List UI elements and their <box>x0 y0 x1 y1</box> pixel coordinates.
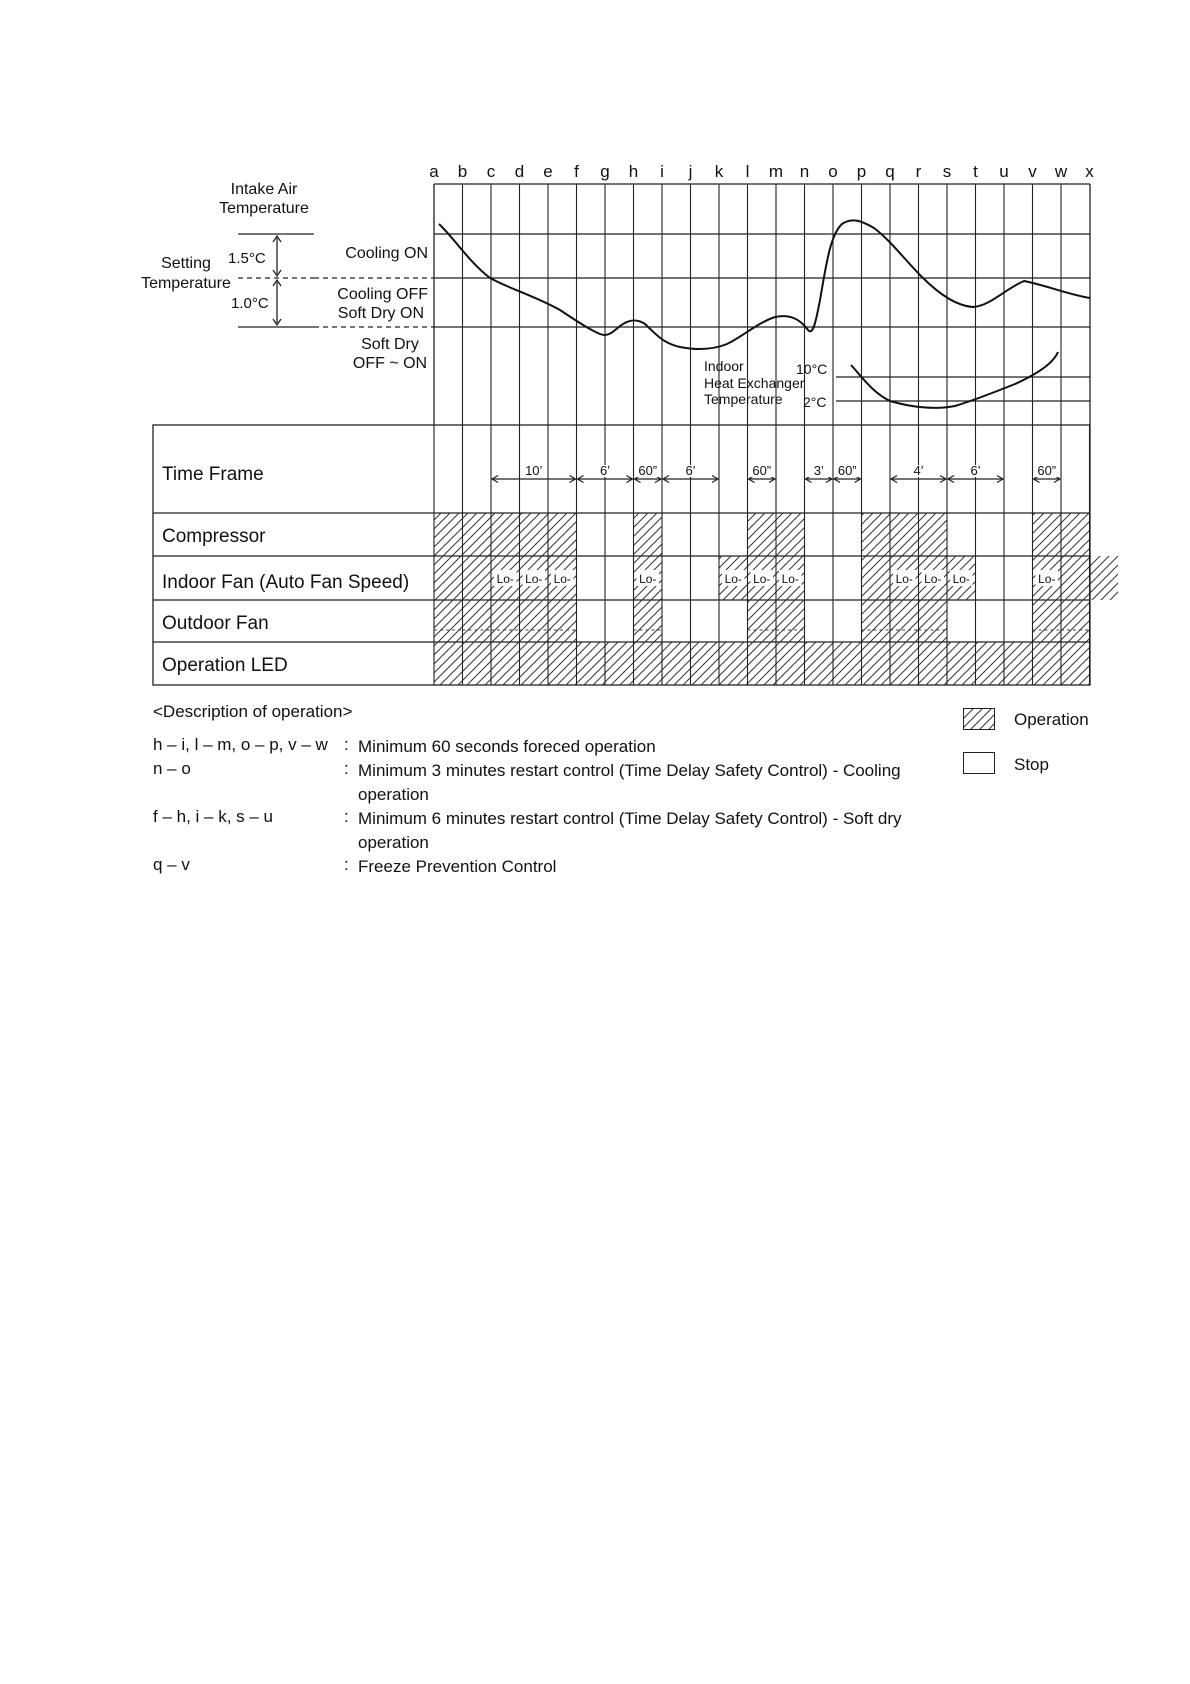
time-frame-duration: 6’ <box>599 463 611 478</box>
outdoor-fan-on-cell <box>434 600 463 642</box>
soft-dry-off-label-line2: OFF ~ ON <box>352 355 428 372</box>
outdoor-fan-on-cell <box>748 600 777 642</box>
compressor-on-cell <box>890 513 919 556</box>
time-frame-duration: 6’ <box>970 463 981 478</box>
time-point-b: b <box>457 162 468 181</box>
operation-led-on-cell <box>862 642 891 685</box>
compressor-on-cell <box>1033 513 1062 556</box>
time-point-a: a <box>429 162 439 181</box>
outdoor-fan-on-cell <box>463 600 492 642</box>
time-frame-duration: 60” <box>1037 463 1057 478</box>
heat-exchanger-label-line1: Indoor <box>704 358 744 374</box>
time-point-g: g <box>600 162 610 181</box>
operation-led-on-cell <box>947 642 976 685</box>
outdoor-fan-on-cell <box>491 600 520 642</box>
time-frame-duration: 60” <box>752 463 772 478</box>
operation-led-on-cell <box>719 642 748 685</box>
lo-speed-label: Lo- <box>496 572 514 586</box>
description-text: Minimum 3 minutes restart control (Time Delay Safety Control) - Cooling operation <box>358 761 901 804</box>
outdoor-fan-label: Outdoor Fan <box>162 613 269 634</box>
legend-operation-swatch <box>963 708 995 730</box>
time-point-j: j <box>688 162 693 181</box>
operation-led-on-cell <box>805 642 834 685</box>
outdoor-fan-on-cell <box>919 600 948 642</box>
time-point-m: m <box>768 162 784 181</box>
soft-dry-on-label: Soft Dry ON <box>337 305 424 322</box>
description-colon: : <box>344 735 349 754</box>
lo-speed-label: Lo- <box>525 572 543 586</box>
intake-air-label-line2: Temperature <box>219 200 309 217</box>
hatch-pattern-icon <box>964 709 995 730</box>
outdoor-fan-on-cell <box>890 600 919 642</box>
operation-led-on-cell <box>833 642 862 685</box>
description-text: Minimum 6 minutes restart control (Time Delay Safety Control) - Soft dry operation <box>358 809 902 852</box>
time-frame-duration: 3’ <box>813 463 824 478</box>
time-point-p: p <box>856 162 867 181</box>
operation-led-on-cell <box>919 642 948 685</box>
description-range: q – v <box>153 855 190 874</box>
compressor-on-cell <box>434 513 463 556</box>
compressor-on-cell <box>520 513 549 556</box>
operation-led-on-cell <box>1033 642 1062 685</box>
time-frame-duration: 60” <box>638 463 658 478</box>
heat-exchanger-label-line3: Temperature <box>704 391 783 407</box>
time-point-k: k <box>714 162 724 181</box>
heat-exchanger-2c-label: 2°C <box>803 394 827 410</box>
operation-led-on-cell <box>662 642 691 685</box>
lo-speed-label: Lo- <box>1038 572 1056 586</box>
outdoor-fan-on-cell <box>1033 600 1062 642</box>
time-point-w: w <box>1054 162 1068 181</box>
lo-speed-label: Lo- <box>724 572 742 586</box>
description-item <box>153 735 913 759</box>
time-frame-duration: 60” <box>837 463 857 478</box>
time-point-t: t <box>973 162 978 181</box>
time-point-d: d <box>514 162 525 181</box>
time-point-v: v <box>1028 162 1037 181</box>
time-point-e: e <box>543 162 553 181</box>
compressor-on-cell <box>776 513 805 556</box>
compressor-on-cell <box>862 513 891 556</box>
setting-temperature-label-line1: Setting <box>161 255 211 272</box>
compressor-on-cell <box>1061 513 1090 556</box>
time-frame-duration: 6’ <box>685 463 696 478</box>
heat-exchanger-temperature-curve <box>851 352 1058 408</box>
compressor-on-cell <box>491 513 520 556</box>
legend-stop-label: Stop <box>1014 755 1049 774</box>
time-point-s: s <box>942 162 952 181</box>
operation-led-on-cell <box>548 642 577 685</box>
description-item <box>153 855 913 879</box>
time-point-o: o <box>828 162 838 181</box>
intake-air-temperature-curve <box>439 220 1090 349</box>
time-point-c: c <box>486 162 496 181</box>
operation-led-on-cell <box>890 642 919 685</box>
description-text: Freeze Prevention Control <box>358 857 557 876</box>
lo-speed-label: Lo- <box>924 572 942 586</box>
intake-air-label-line1: Intake Air <box>230 181 298 198</box>
diff-lower-label: 1.0°C <box>231 295 269 312</box>
time-frame-duration: 10’ <box>525 463 543 478</box>
operation-led-on-cell <box>748 642 777 685</box>
legend-operation-label: Operation <box>1014 710 1089 729</box>
time-point-letters <box>429 162 1094 181</box>
setting-temperature-label-line2: Temperature <box>141 275 231 292</box>
operation-led-on-cell <box>491 642 520 685</box>
description-item <box>153 807 913 852</box>
outdoor-fan-on-cell <box>520 600 549 642</box>
indoor-fan-on-cell <box>434 556 463 600</box>
time-point-r: r <box>915 162 922 181</box>
description-colon: : <box>344 759 349 778</box>
heat-exchanger-label-line2: Heat Exchanger <box>704 375 805 391</box>
outdoor-fan-on-cell <box>776 600 805 642</box>
time-point-n: n <box>799 162 810 181</box>
operation-led-on-cell <box>434 642 463 685</box>
outdoor-fan-on-cell <box>548 600 577 642</box>
description-colon: : <box>344 855 349 874</box>
compressor-on-cell <box>548 513 577 556</box>
description-colon: : <box>344 807 349 826</box>
operation-led-label: Operation LED <box>162 655 288 676</box>
operation-led-on-cell <box>634 642 663 685</box>
operation-led-on-cell <box>776 642 805 685</box>
lo-speed-label: Lo- <box>781 572 799 586</box>
operation-led-on-cell <box>691 642 720 685</box>
time-frame-duration: 4’ <box>913 463 924 478</box>
outdoor-fan-on-cell <box>1061 600 1090 642</box>
indoor-fan-on-cell <box>463 556 492 600</box>
operation-led-on-cell <box>1061 642 1090 685</box>
description-range: h – i, l – m, o – p, v – w <box>153 735 328 754</box>
lo-speed-label: Lo- <box>639 572 657 586</box>
operation-led-on-cell <box>463 642 492 685</box>
legend-stop-swatch <box>963 752 995 774</box>
time-point-q: q <box>885 162 895 181</box>
outdoor-fan-on-cell <box>862 600 891 642</box>
description-text: Minimum 60 seconds foreced operation <box>358 737 656 756</box>
soft-dry-off-label-line1: Soft Dry <box>361 336 419 353</box>
operation-led-on-cell <box>1004 642 1033 685</box>
compressor-on-cell <box>634 513 663 556</box>
description-title: <Description of operation> <box>153 702 353 721</box>
lo-speed-label: Lo- <box>952 572 970 586</box>
time-point-f: f <box>574 162 579 181</box>
compressor-on-cell <box>748 513 777 556</box>
indoor-fan-on-cell <box>1090 556 1119 600</box>
lo-speed-label: Lo- <box>895 572 913 586</box>
indoor-fan-label: Indoor Fan (Auto Fan Speed) <box>162 572 410 593</box>
description-item <box>153 759 913 804</box>
cooling-on-label: Cooling ON <box>345 245 428 262</box>
operation-led-on-cell <box>520 642 549 685</box>
indoor-fan-on-cell <box>862 556 891 600</box>
time-point-i: i <box>660 162 664 181</box>
lo-speed-label: Lo- <box>553 572 571 586</box>
description-range: f – h, i – k, s – u <box>153 807 274 826</box>
time-frame-label: Time Frame <box>162 464 264 485</box>
compressor-on-cell <box>919 513 948 556</box>
indoor-fan-on-cell <box>1061 556 1090 600</box>
description-range: n – o <box>153 759 191 778</box>
outdoor-fan-on-cell <box>634 600 663 642</box>
time-point-l: l <box>745 162 750 181</box>
diff-upper-label: 1.5°C <box>228 250 266 267</box>
time-point-x: x <box>1085 162 1094 181</box>
operation-led-on-cell <box>976 642 1005 685</box>
lo-speed-label: Lo- <box>753 572 771 586</box>
compressor-label: Compressor <box>162 526 266 547</box>
cooling-off-label: Cooling OFF <box>337 286 428 303</box>
time-point-h: h <box>628 162 639 181</box>
operation-led-on-cell <box>577 642 606 685</box>
operation-led-on-cell <box>605 642 634 685</box>
compressor-on-cell <box>463 513 492 556</box>
time-point-u: u <box>999 162 1009 181</box>
heat-exchanger-10c-label: 10°C <box>796 361 828 377</box>
